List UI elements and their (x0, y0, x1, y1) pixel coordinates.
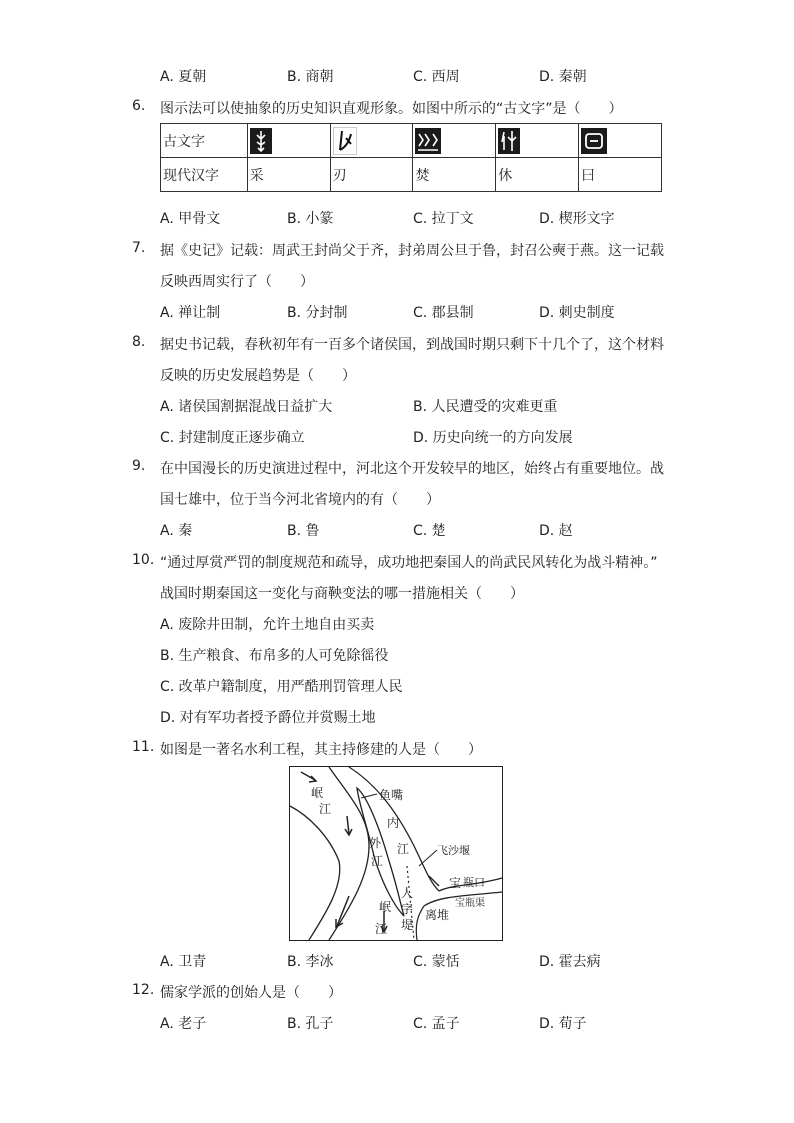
q11-option-b[interactable]: B. 李冰 (287, 954, 334, 970)
q11-option-c[interactable]: C. 蒙恬 (413, 954, 460, 970)
q5-option-d[interactable]: D. 秦朝 (539, 69, 587, 85)
q9-stem-line1: 在中国漫长的历史演进过程中，河北这个开发较早的地区，始终占有重要地位。战 (160, 461, 664, 477)
q5-option-b[interactable]: B. 商朝 (287, 69, 334, 85)
q8-option-a[interactable]: A. 诸侯国割据混战日益扩大 (160, 399, 333, 415)
map-label-pingkou: 瓶口 (463, 876, 485, 889)
table-cell-char: 曰 (579, 158, 662, 192)
q7-option-b[interactable]: B. 分封制 (287, 305, 348, 321)
q8-option-c[interactable]: C. 封建制度正逐步确立 (160, 430, 305, 446)
map-label-jiang-top: 江 (319, 802, 332, 816)
q6-option-b[interactable]: B. 小篆 (287, 211, 334, 227)
q7-number: 7. (132, 240, 146, 256)
q8-stem-line2: 反映的历史发展趋势是（ ） (160, 368, 356, 384)
glyph-cell (247, 124, 330, 158)
table-cell-char: 休 (496, 158, 579, 192)
oracle-glyph-icon (333, 127, 357, 155)
q9-option-b[interactable]: B. 鲁 (287, 523, 320, 539)
table-cell-char: 采 (247, 158, 330, 192)
table-cell-char: 焚 (413, 158, 496, 192)
map-label-wai-jiang: 江 (371, 854, 384, 868)
q7-option-c[interactable]: C. 郡县制 (413, 305, 474, 321)
q10-stem-line1: “通过厚赏严罚的制度规范和疏导，成功地把秦国人的尚武民风转化为战斗精神。” (160, 555, 658, 571)
q9-option-c[interactable]: C. 楚 (413, 523, 446, 539)
map-label-min-top: 岷 (311, 786, 324, 800)
q7-option-a[interactable]: A. 禅让制 (160, 305, 221, 321)
map-label-bao: 宝 (449, 876, 462, 890)
table-cell-char: 刃 (330, 158, 413, 192)
q12-number: 12. (132, 982, 155, 998)
q6-option-c[interactable]: C. 拉丁文 (413, 211, 474, 227)
q11-number: 11. (132, 739, 155, 755)
q6-option-a[interactable]: A. 甲骨文 (160, 211, 221, 227)
q9-stem-line2: 国七雄中，位于当今河北省境内的有（ ） (160, 492, 440, 508)
q12-option-b[interactable]: B. 孔子 (287, 1016, 334, 1032)
ancient-script-table (160, 123, 662, 192)
q10-option-b[interactable]: B. 生产粮食、布帛多的人可免除徭役 (160, 648, 389, 664)
glyph-cell (413, 124, 496, 158)
q9-option-d[interactable]: D. 赵 (539, 523, 573, 539)
q6-option-d[interactable]: D. 楔形文字 (539, 211, 615, 227)
q11-option-a[interactable]: A. 卫青 (160, 954, 207, 970)
oracle-glyph-icon (581, 128, 607, 154)
table-row (161, 158, 662, 192)
q10-option-d[interactable]: D. 对有军功者授予爵位并赏赐土地 (160, 710, 376, 726)
map-label-zi: 字 (401, 902, 414, 916)
map-label-baoping-qu: 宝瓶渠 (455, 898, 485, 909)
q10-number: 10. (132, 552, 155, 568)
map-label-min-bottom: 岷 (379, 900, 392, 914)
q12-stem: 儒家学派的创始人是（ ） (160, 985, 342, 1001)
q12-option-d[interactable]: D. 荀子 (539, 1016, 587, 1032)
table-row (161, 124, 662, 158)
q11-stem: 如图是一著名水利工程，其主持修建的人是（ ） (160, 742, 482, 758)
q10-option-c[interactable]: C. 改革户籍制度，用严酷刑罚管理人民 (160, 679, 403, 695)
map-label-di: 堤 (401, 918, 414, 932)
q11-option-d[interactable]: D. 霍去病 (539, 954, 601, 970)
table-header-ancient: 古文字 (161, 124, 248, 158)
q9-option-a[interactable]: A. 秦 (160, 523, 193, 539)
q12-option-a[interactable]: A. 老子 (160, 1016, 207, 1032)
q9-number: 9. (132, 458, 146, 474)
q10-stem-line2: 战国时期秦国这一变化与商鞅变法的哪一措施相关（ ） (160, 586, 524, 602)
q6-stem: 图示法可以使抽象的历史知识直观形象。如图中所示的“古文字”是（ ） (160, 101, 623, 117)
q5-option-a[interactable]: A. 夏朝 (160, 69, 207, 85)
q5-option-c[interactable]: C. 西周 (413, 69, 460, 85)
oracle-glyph-icon (415, 128, 441, 154)
map-label-feishayan: 飞沙堰 (437, 844, 470, 857)
map-label-yuzui: 鱼嘴 (379, 788, 404, 802)
map-label-wai: 外 (369, 836, 382, 850)
dujiangyan-map (289, 766, 503, 941)
map-label-nei: 内 (387, 816, 400, 830)
q8-option-d[interactable]: D. 历史向统一的方向发展 (413, 430, 573, 446)
q8-number: 8. (132, 334, 146, 350)
glyph-cell (330, 124, 413, 158)
oracle-glyph-icon (498, 128, 520, 154)
map-label-lidui: 离堆 (425, 908, 450, 922)
oracle-glyph-icon (250, 128, 272, 154)
q8-option-b[interactable]: B. 人民遭受的灾难更重 (413, 399, 558, 415)
q6-number: 6. (132, 98, 146, 114)
glyph-cell (579, 124, 662, 158)
q7-option-d[interactable]: D. 刺史制度 (539, 305, 615, 321)
q7-stem-line2: 反映西周实行了（ ） (160, 274, 314, 290)
map-label-jiang-bottom: 江 (375, 922, 388, 936)
q7-stem-line1: 据《史记》记载：周武王封尚父于齐，封弟周公旦于鲁，封召公奭于燕。这一记载 (160, 243, 664, 259)
table-header-modern: 现代汉字 (161, 158, 248, 192)
q12-option-c[interactable]: C. 孟子 (413, 1016, 460, 1032)
q10-option-a[interactable]: A. 废除井田制，允许土地自由买卖 (160, 617, 375, 633)
glyph-cell (496, 124, 579, 158)
map-label-ren: 人 (401, 886, 414, 900)
q8-stem-line1: 据史书记载，春秋初年有一百多个诸侯国，到战国时期只剩下十几个了，这个材料 (160, 337, 664, 353)
map-label-nei-jiang: 江 (397, 842, 410, 856)
